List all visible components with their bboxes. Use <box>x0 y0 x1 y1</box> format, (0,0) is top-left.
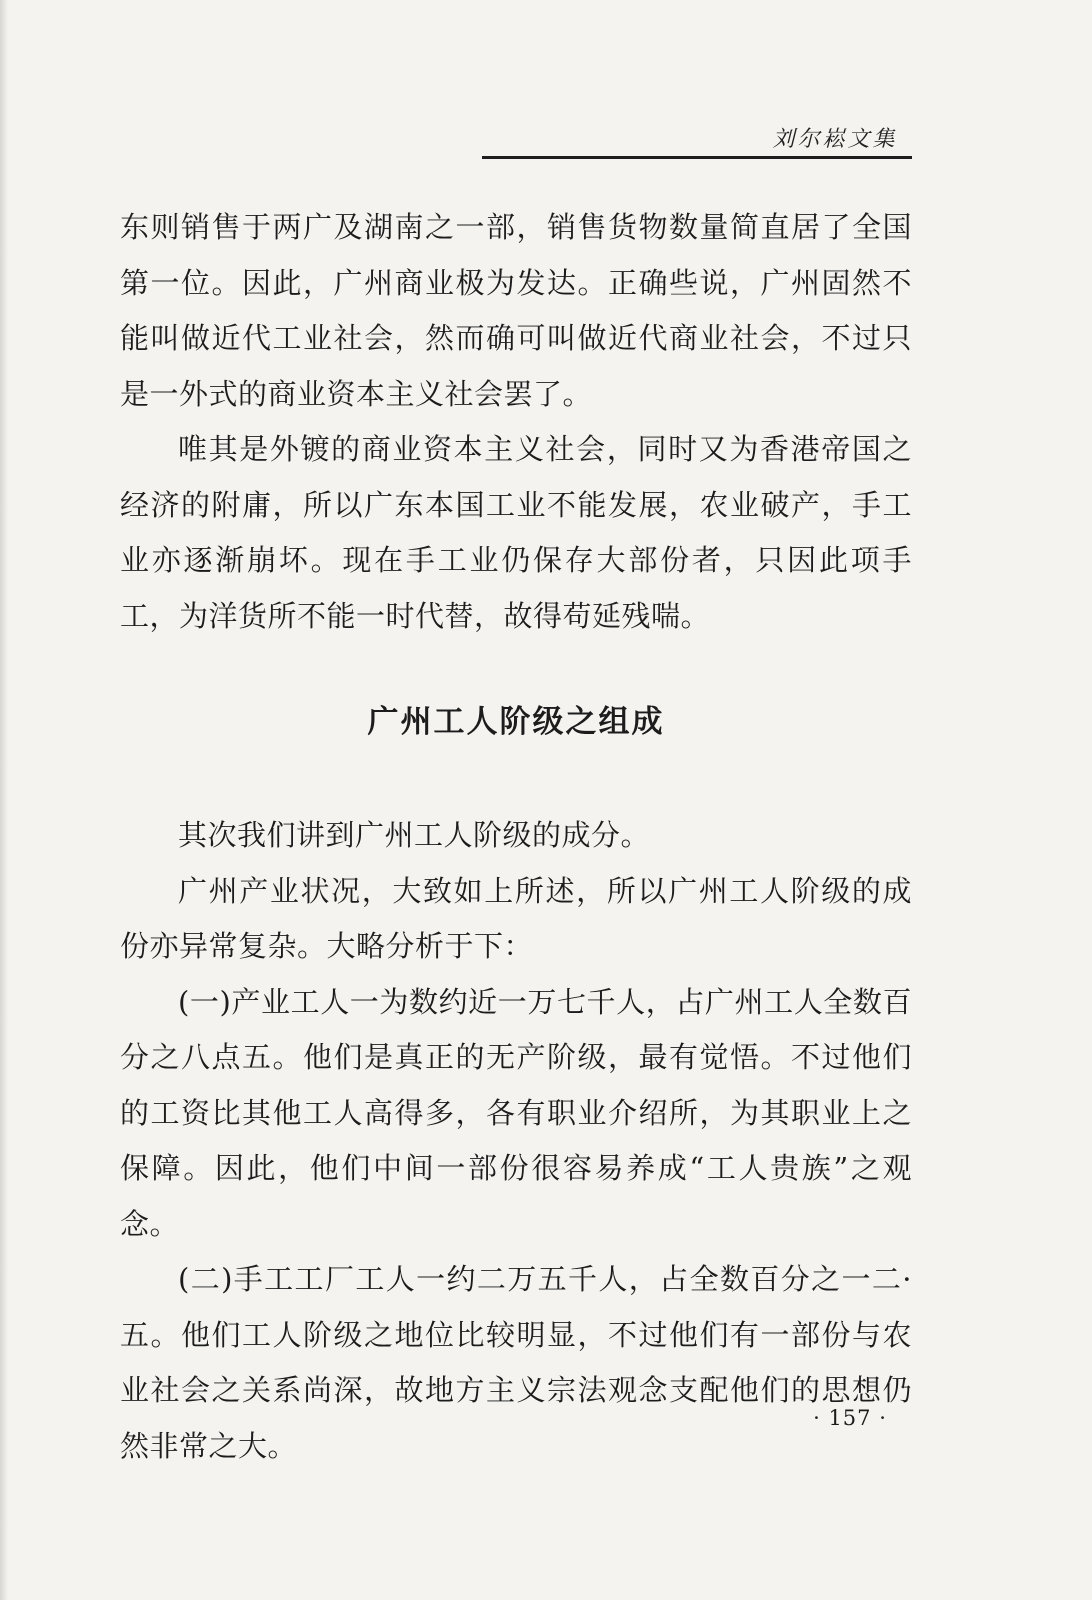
paragraph-3: 其次我们讲到广州工人阶级的成分。 <box>178 818 651 852</box>
page-edge-shadow <box>0 0 8 1600</box>
paragraph-2: 唯其是外镀的商业资本主义社会，同时又为香港帝国之经济的附庸，所以广东本国工业不能发展，农业破产，手工业亦逐渐崩坏。现在手工业仍保存大部份者，只因此项手工，为洋货所不能一时代替，故得苟延残喘。 <box>120 432 912 633</box>
body-text <box>120 200 912 1474</box>
header-rule <box>482 156 912 159</box>
paragraph-5: (一)产业工人一为数约近一万七千人，占广州工人全数百分之八点五。他们是真正的无产阶级，最有觉悟。不过他们的工资比其他工人高得多，各有职业介绍所，为其职业上之保障。因此，他们中间一部份很容易养成“工人贵族”之观念。 <box>120 984 912 1241</box>
page-number: · 157 · <box>813 1406 887 1430</box>
paragraph-1: 东则销售于两广及湖南之一部，销售货物数量简直居了全国第一位。因此，广州商业极为发达。正确些说，广州固然不能叫做近代工业社会，然而确可叫做近代商业社会，不过只是一外式的商业资本主义社会罢了。 <box>120 210 912 411</box>
paragraph-4: 广州产业状况，大致如上所述，所以广州工人阶级的成份亦异常复杂。大略分析于下： <box>120 873 912 963</box>
running-header: 刘尔崧文集 <box>772 127 898 152</box>
paragraph-6: (二)手工工厂工人一约二万五千人，占全数百分之一二·五。他们工人阶级之地位比较明显，不过他们有一部份与农业社会之关系尚深，故地方主义宗法观念支配他们的思想仍然非常之大。 <box>120 1262 912 1463</box>
section-title: 广州工人阶级之组成 <box>367 704 665 740</box>
